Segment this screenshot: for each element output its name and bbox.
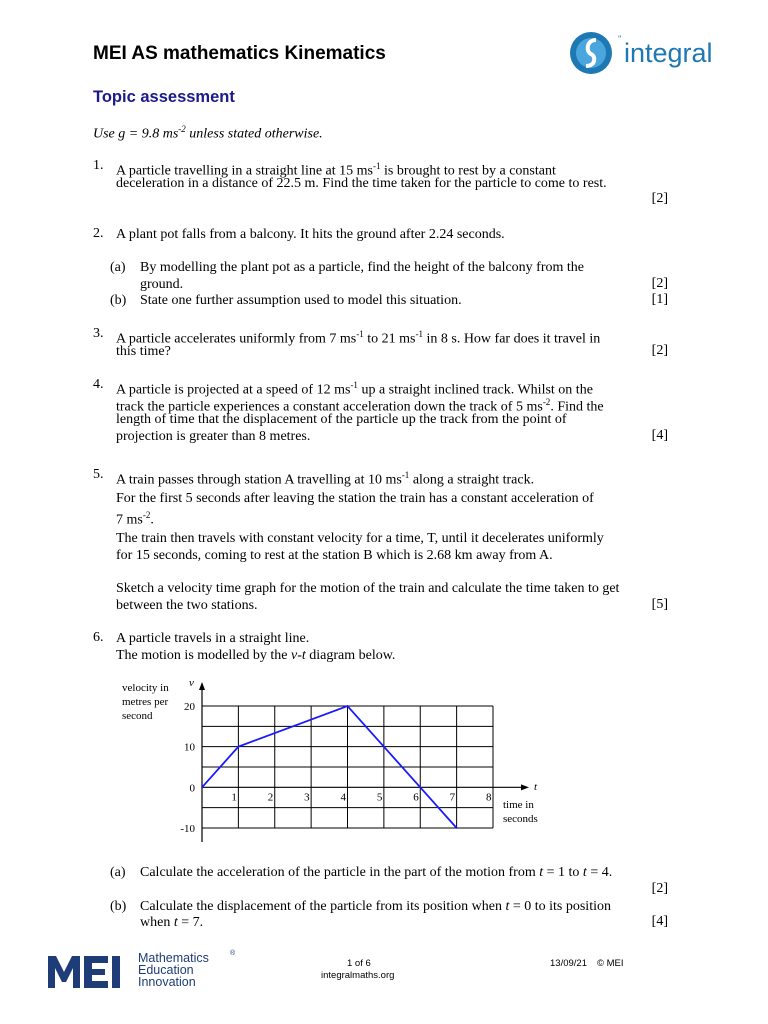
- mei-line: Innovation: [138, 975, 196, 989]
- question-2-line-1: A plant pot falls from a balcony. It hits the ground after 2.24 seconds.: [116, 227, 505, 242]
- chart-x-tick-label: 2: [267, 791, 274, 804]
- footer-copyright: © MEI: [597, 958, 624, 969]
- question-2a-marks: [2]: [651, 276, 668, 291]
- mei-logo-icon: [46, 954, 134, 990]
- integral-logo: '' integral: [568, 30, 728, 76]
- question-6-line-2: The motion is modelled by the v-t diagram below.: [116, 648, 396, 663]
- question-3-line-2: this time?: [116, 344, 171, 359]
- chart-x-tick-label: 7: [449, 791, 456, 804]
- question-1-line-2: deceleration in a distance of 22.5 m. Find the time taken for the particle to come to rest.: [116, 176, 607, 191]
- question-2b-marks: [1]: [651, 292, 668, 307]
- mei-line: Mathematics: [138, 951, 209, 965]
- mei-logo: [46, 952, 246, 992]
- chart-y-tick-label: 0: [189, 782, 195, 795]
- chart-x-tick-label: 1: [231, 791, 237, 804]
- chart-y-title: [122, 682, 169, 722]
- question-4-marks: [4]: [651, 428, 668, 443]
- page-number: 1 of 6: [347, 958, 371, 969]
- integral-logo-text: integral: [624, 38, 713, 68]
- page-title: MEI AS mathematics Kinematics: [93, 43, 386, 64]
- chart-y-tick-label: 10: [184, 741, 195, 754]
- question-4-line-3: length of time that the displacement of the particle up the track from the point of: [116, 412, 567, 427]
- chart-y-tick-label: 20: [184, 701, 195, 713]
- question-2b-line-1: State one further assumption used to model this situation.: [140, 293, 462, 308]
- question-number: 1.: [93, 158, 104, 173]
- question-6b-label: (b): [110, 899, 127, 914]
- question-6b-marks: [4]: [651, 914, 668, 929]
- question-number: 3.: [93, 326, 104, 341]
- chart-x-title-line: time in: [503, 799, 534, 811]
- question-5-para-4-line-2: between the two stations.: [116, 598, 258, 613]
- chart-x-tick-label: 5: [376, 791, 383, 804]
- mei-reg: ®: [230, 950, 236, 957]
- chart-y-tick-label: -10: [180, 823, 195, 835]
- chart-data-point: [201, 786, 203, 788]
- mei-line: Education: [138, 963, 194, 977]
- chart-x-axis-arrow: [521, 784, 529, 790]
- chart-x-tick-label: 4: [340, 791, 346, 804]
- chart-data-point: [419, 786, 421, 788]
- question-number: 4.: [93, 377, 104, 392]
- question-3-marks: [2]: [651, 343, 668, 358]
- question-number: 5.: [93, 467, 104, 482]
- question-6b-line-2: when t = 7.: [140, 915, 204, 930]
- gravity-note: Use g = 9.8 $ms^{-2}$ unless stated otherwise.: [93, 124, 323, 142]
- question-5-para-3-line-2: for 15 seconds, coming to rest at the station B which is 2.68 km away from A.: [116, 548, 553, 563]
- question-4-line-2: track the particle experiences a constant acceleration down the track of 5 $ms^{-2}$. Find the: [116, 397, 604, 415]
- chart-x-tick-label: 3: [304, 791, 310, 804]
- chart-data-point: [237, 746, 239, 748]
- question-6a-marks: [2]: [651, 881, 668, 896]
- question-6-line-1: A particle travels in a straight line.: [116, 631, 310, 646]
- chart-y-axis-arrow: [199, 682, 205, 690]
- chart-y-axis-letter: v: [189, 677, 194, 689]
- question-2a-line-2: ground.: [140, 277, 184, 292]
- question-5-para-2-line-1: For the first 5 seconds after leaving the station the train has a constant acceleration of: [116, 491, 594, 506]
- question-1-marks: [2]: [651, 191, 668, 206]
- integral-logo-icon: [568, 30, 616, 76]
- question-6b-line-1: Calculate the displacement of the particle from its position when t = 0 to its position: [140, 899, 611, 914]
- chart-y-title-line: velocity in: [122, 682, 169, 694]
- question-4-line-1: A particle is projected at a speed of 12 $ms^{-1}$ up a straight inclined track. Whilst on the: [116, 380, 593, 398]
- question-2a-line-1: By modelling the plant pot as a particle, find the height of the balcony from the: [140, 260, 584, 275]
- footer-date: 13/09/21: [550, 958, 587, 969]
- question-4-line-4: projection is greater than 8 metres.: [116, 429, 311, 444]
- question-3-line-1: A particle accelerates uniformly from 7 $ms^{-1}$ to 21 $ms^{-1}$ in 8 s. How far does it travel in: [116, 329, 601, 347]
- chart-grid: [202, 706, 493, 828]
- question-2a-label: (a): [110, 260, 126, 275]
- question-5-marks: [5]: [651, 597, 668, 612]
- question-5-para-2-line-2: 7 $ms^{-2}$.: [116, 510, 154, 528]
- question-5-line-1: A train passes through station A travelling at 10 $ms^{-1}$ along a straight track.: [116, 470, 535, 488]
- question-6a-label: (a): [110, 865, 126, 880]
- question-number: 2.: [93, 226, 104, 241]
- question-6a-line-1: Calculate the acceleration of the particle in the part of the motion from t = 1 to t = 4.: [140, 865, 613, 880]
- chart-x-title-line: seconds: [503, 813, 538, 825]
- question-1-line-1: A particle travelling in a straight line at 15 $ms^{-1}$ is brought to rest by a constant: [116, 161, 556, 179]
- question-5-para-3-line-1: The train then travels with constant velocity for a time, T, until it decelerates uniformly: [116, 531, 604, 546]
- chart-data-point: [456, 827, 458, 829]
- question-5-para-4-line-1: Sketch a velocity time graph for the motion of the train and calculate the time taken to get: [116, 581, 620, 596]
- question-number: 6.: [93, 630, 104, 645]
- page-subtitle: Topic assessment: [93, 88, 235, 106]
- chart-x-tick-label: 6: [413, 791, 419, 804]
- chart-x-tick-label: 8: [486, 791, 492, 804]
- question-2b-label: (b): [110, 293, 127, 308]
- chart-x-axis-letter: t: [534, 781, 538, 793]
- chart-data-point: [347, 705, 349, 707]
- vt-chart: [110, 672, 560, 844]
- footer-site: integralmaths.org: [321, 970, 395, 981]
- chart-y-title-line: metres per: [122, 696, 169, 708]
- chart-y-title-line: second: [122, 710, 153, 722]
